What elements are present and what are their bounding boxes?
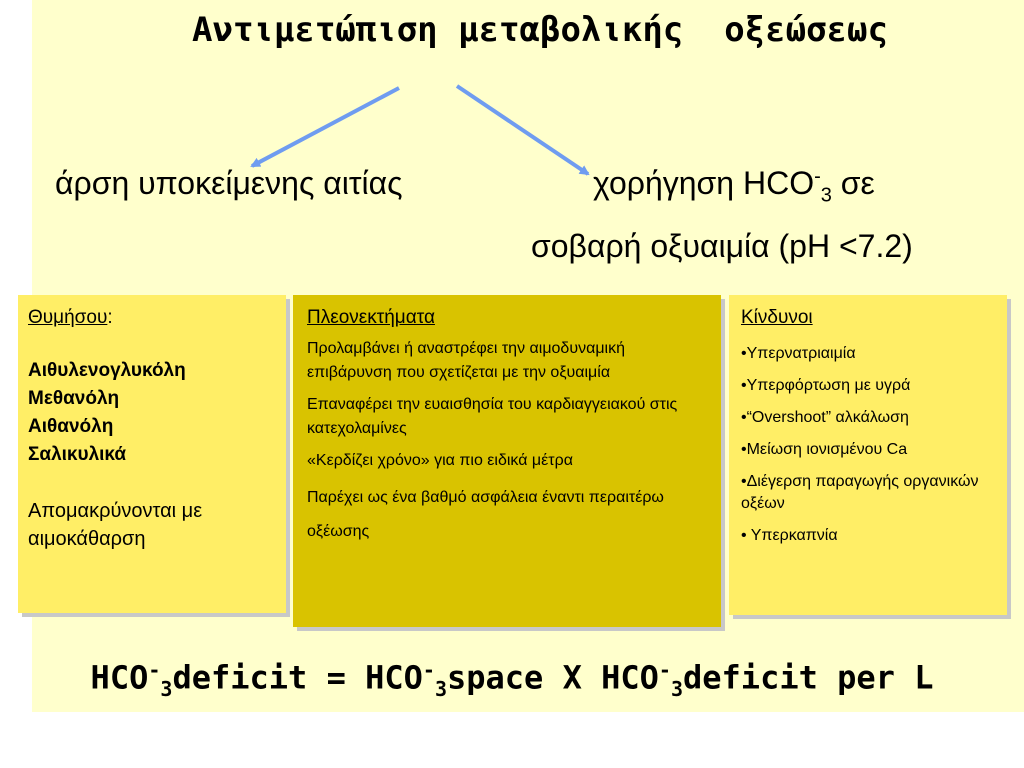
right-arrow	[457, 86, 588, 174]
right-branch-label: χορήγηση $HCO^-_3$ σε	[593, 165, 875, 207]
list-item: Αιθανόλη	[28, 416, 114, 437]
remember-note: Απομακρύνονται με αιμοκάθαρση	[28, 500, 203, 550]
list-item: Μεθανόλη	[28, 388, 120, 409]
list-item: Παρέχει ως ένα βαθμό ασφάλεια έναντι περαιτέρω οξέωσης	[307, 489, 664, 540]
list-item: •Μείωση ιονισμένου Ca	[741, 441, 908, 458]
advantages-box	[293, 295, 721, 627]
list-item: • Υπερκαπνία	[741, 527, 838, 544]
list-item: Προλαμβάνει ή αναστρέφει την αιμοδυναμική επιβάρυνση που σχετίζεται με την οξυαιμία	[307, 340, 626, 381]
advantages-heading: Πλεονεκτήματα	[307, 307, 435, 328]
left-branch-label: άρση υποκείμενης αιτίας	[55, 165, 403, 201]
risks-box	[729, 295, 1007, 615]
list-item: •“Overshoot” αλκάλωση	[741, 409, 909, 426]
bicarbonate-deficit-formula: $HCO^-_3deficit$ = $HCO^-_3space$ X $HCO^-_3deficit$ per L	[90, 658, 934, 702]
list-item: Αιθυλενογλυκόλη	[28, 360, 186, 381]
left-arrow	[252, 88, 399, 166]
remember-box: Θυμήσου: Αιθυλενογλυκόλη Μεθανόλη Αιθανόλη Σαλικυλικά Απομακρύνονται με αιμοκάθαρση	[18, 295, 286, 613]
right-branch-line2: σοβαρή οξυαιμία (pH <7.2)	[531, 228, 913, 264]
slide-title: Αντιμετώπιση μεταβολικής οξεώσεως	[192, 10, 888, 50]
list-item: Σαλικυλικά	[28, 444, 127, 465]
list-item: •Υπερφόρτωση με υγρά	[741, 377, 911, 394]
remember-heading: Θυμήσου	[28, 307, 108, 328]
risks-heading: Κίνδυνοι	[741, 307, 813, 328]
list-item: •Διέγερση παραγωγής οργανικών οξέων	[741, 473, 979, 512]
list-item: «Κερδίζει χρόνο» για πιο ειδικά μέτρα	[307, 452, 573, 469]
list-item: Επαναφέρει την ευαισθησία του καρδιαγγειακού στις κατεχολαμίνες	[307, 396, 678, 437]
list-item: •Υπερνατριαιμία	[741, 345, 856, 362]
